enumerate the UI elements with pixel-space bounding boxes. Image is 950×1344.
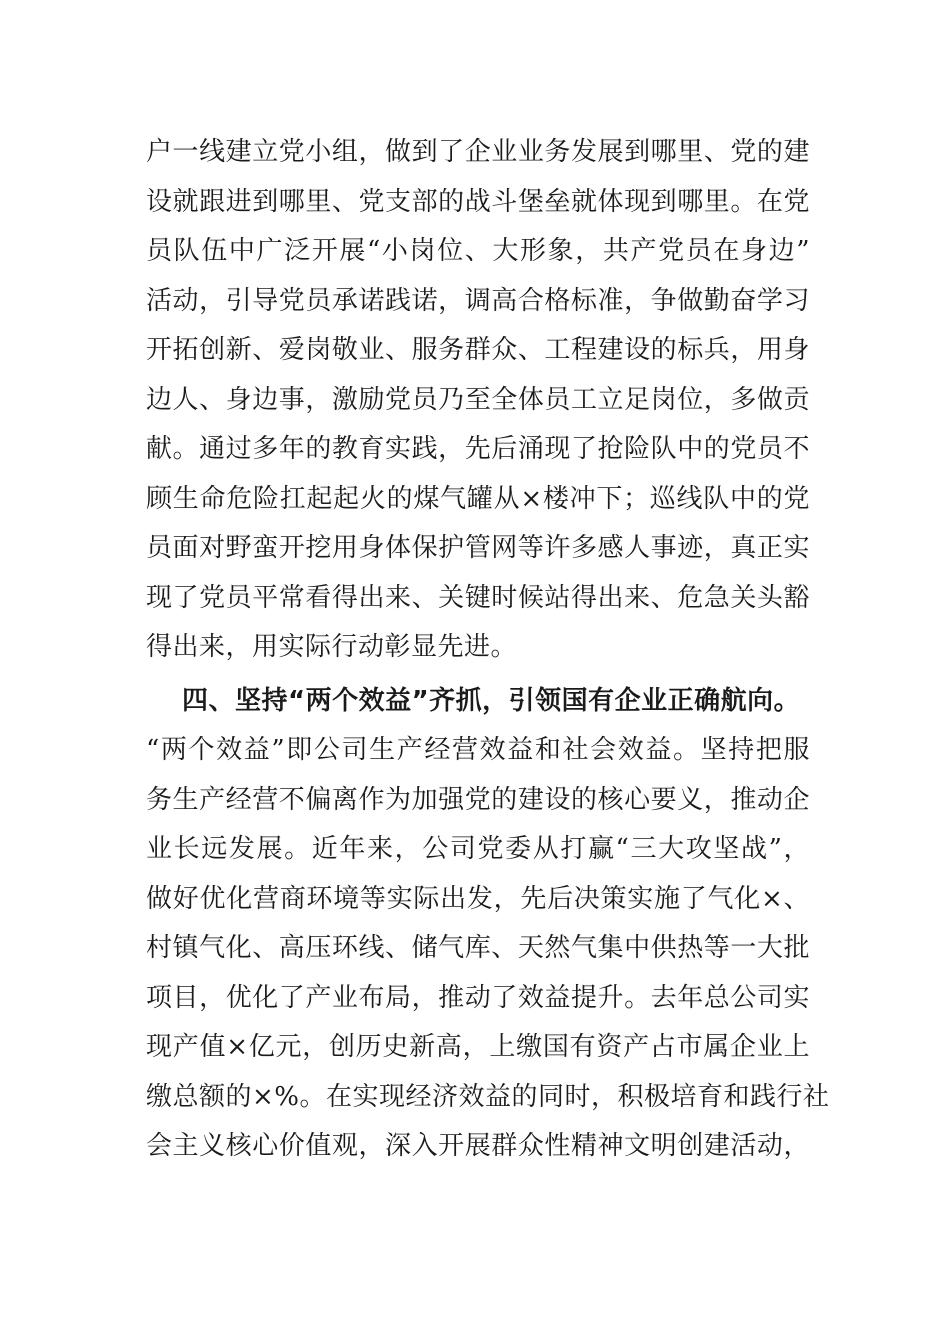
- text-line: 设就跟进到哪里、党支部的战斗堡垒就体现到哪里。在党: [146, 186, 810, 217]
- paragraph-two-benefits: [146, 726, 830, 1172]
- text-line: 员队伍中广泛开展“小岗位、大形象，共产党员在身边”: [146, 236, 810, 266]
- text-line: 业长远发展。近年来，公司党委从打赢“三大攻坚战”，: [146, 834, 810, 864]
- text-line: 缴总额的×%。在实现经济效益的同时，积极培育和践行社: [146, 1081, 830, 1112]
- text-line: “两个效益”即公司生产经营效益和社会效益。坚持把服: [146, 735, 810, 765]
- text-line: 现了党员平常看得出来、关键时候站得出来、危急关头豁: [146, 582, 810, 613]
- text-line: 顾生命危险扛起起火的煤气罐从×楼冲下；巡线队中的党: [146, 483, 810, 514]
- text-line: 做好优化营商环境等实际出发，先后决策实施了气化×、: [146, 883, 810, 914]
- text-line: 开拓创新、爱岗敬业、服务群众、工程建设的标兵，用身: [146, 335, 810, 365]
- text-line: 员面对野蛮开挖用身体保护管网等许多感人事迹，真正实: [146, 533, 810, 563]
- paragraph-party-members: [146, 128, 810, 673]
- document-body: [146, 128, 830, 1172]
- text-line: 边人、身边事，激励党员乃至全体员工立足岗位，多做贡: [146, 384, 810, 415]
- section-heading: 四、坚持“两个效益”齐抓，引领国有企业正确航向。: [182, 685, 801, 716]
- text-line: 献。通过多年的教育实践，先后涌现了抢险队中的党员不: [146, 434, 810, 464]
- text-line: 得出来，用实际行动彰显先进。: [146, 632, 518, 662]
- text-line: 项目，优化了产业布局，推动了效益提升。去年总公司实: [146, 982, 810, 1013]
- text-line: 务生产经营不偏离作为加强党的建设的核心要义，推动企: [146, 784, 810, 815]
- text-line: 现产值×亿元，创历史新高，上缴国有资产占市属企业上: [146, 1032, 810, 1062]
- text-line: 活动，引导党员承诺践诺，调高合格标准，争做勤奋学习: [146, 285, 810, 316]
- text-line: 村镇气化、高压环线、储气库、天然气集中供热等一大批: [146, 933, 810, 963]
- text-line: 户一线建立党小组，做到了企业业务发展到哪里、党的建: [146, 137, 810, 167]
- text-line: 会主义核心价值观，深入开展群众性精神文明创建活动，: [146, 1131, 810, 1161]
